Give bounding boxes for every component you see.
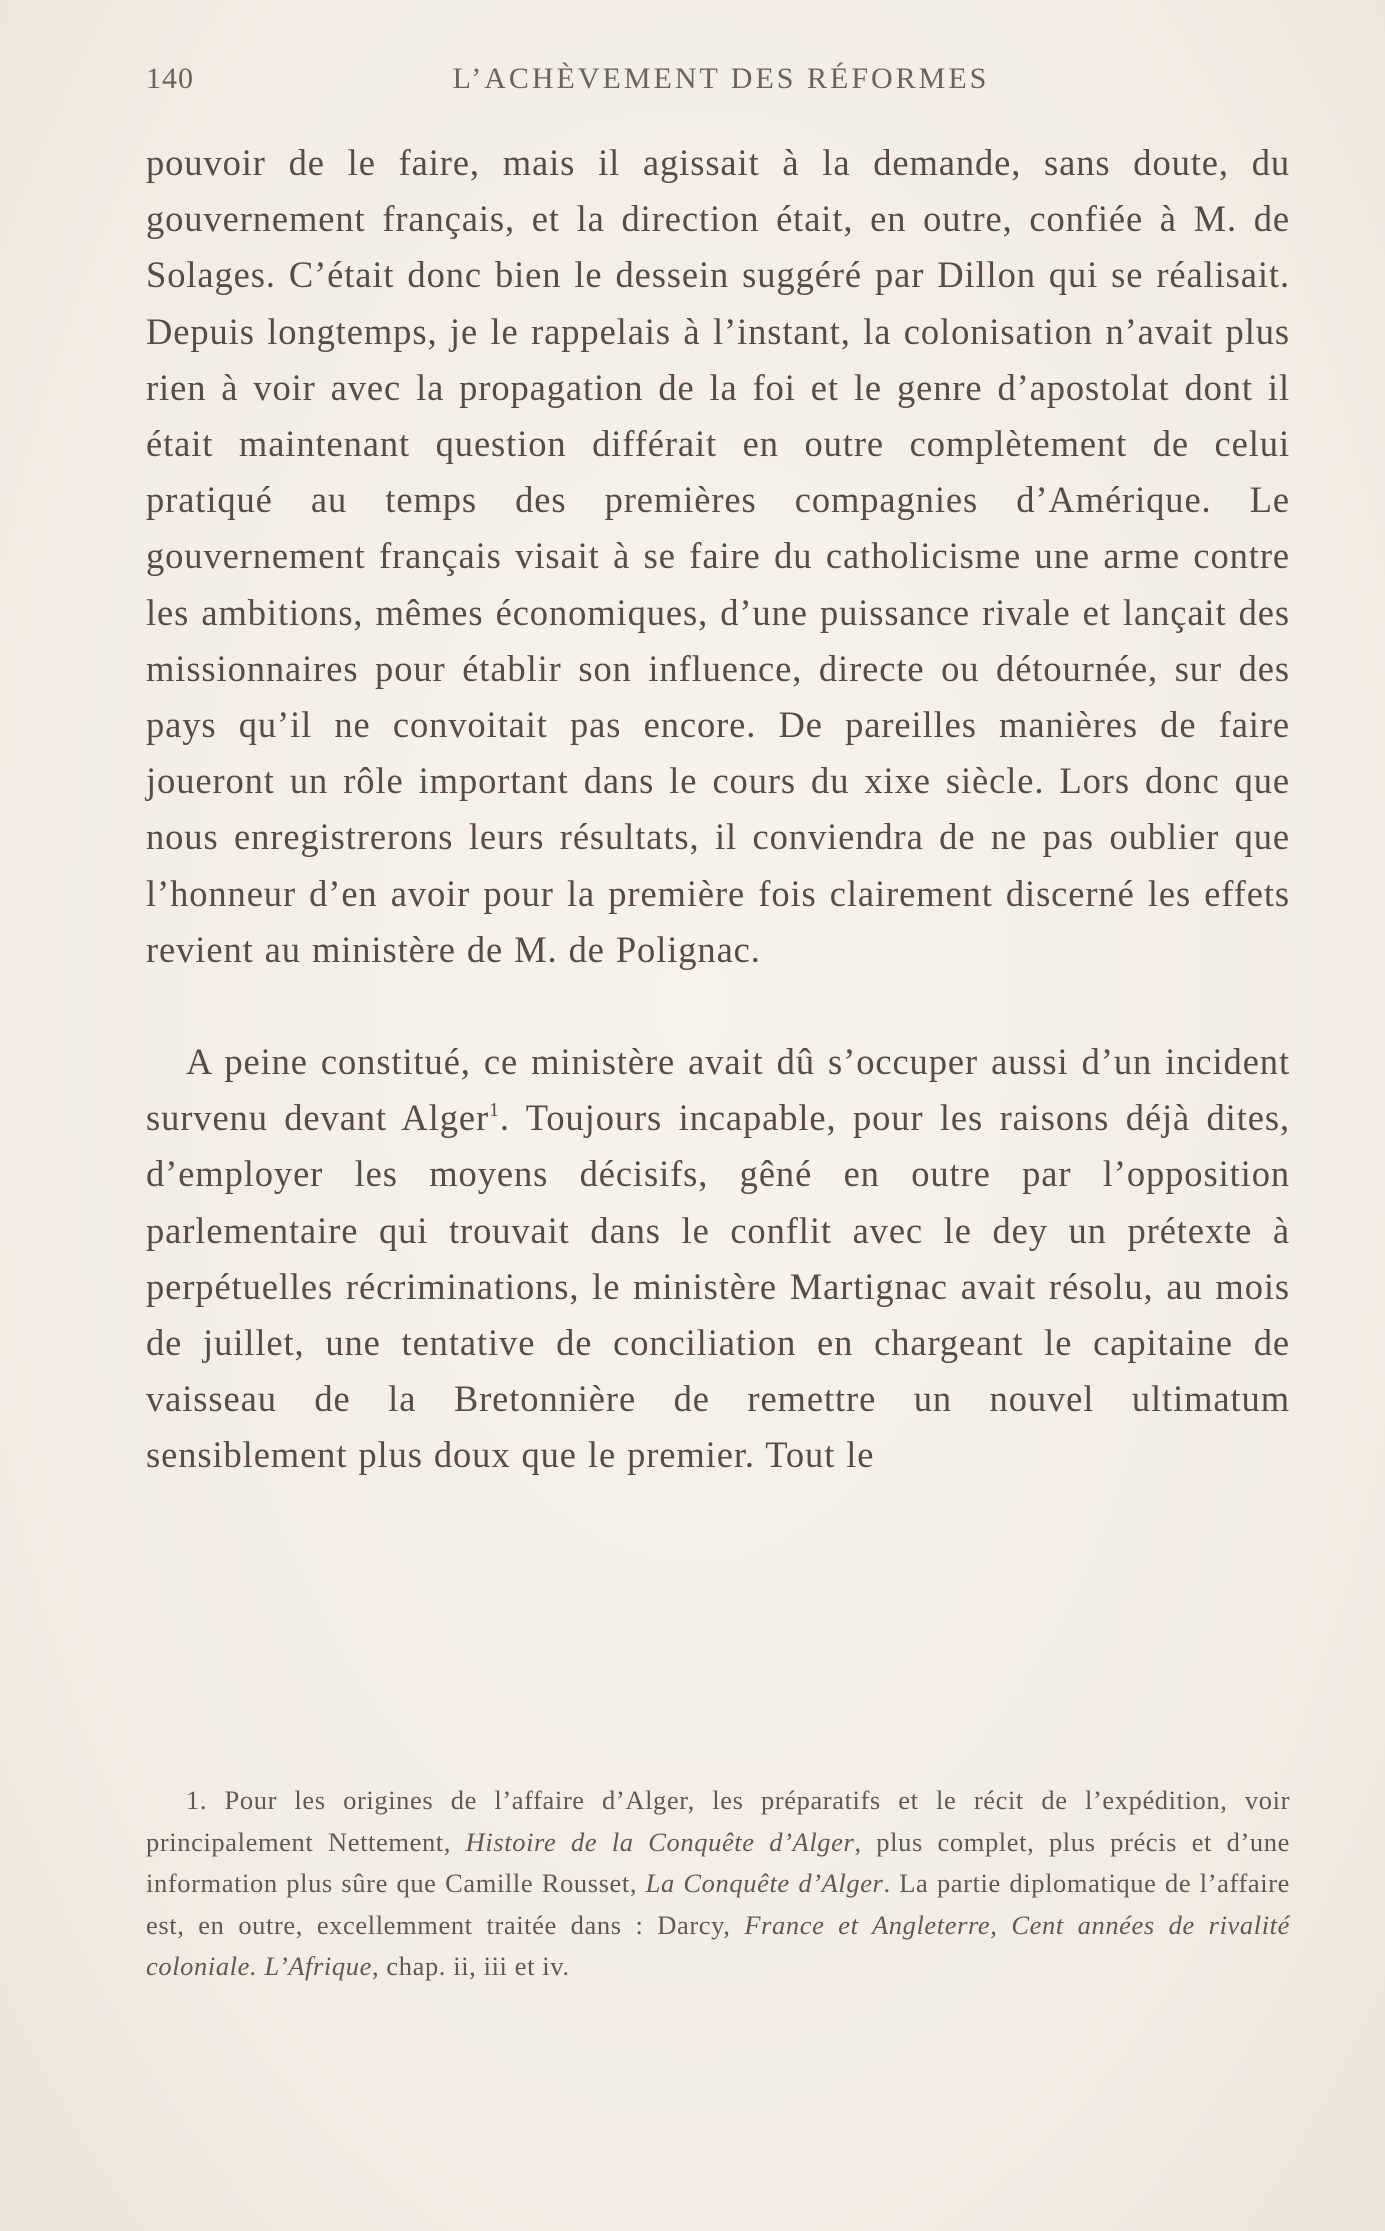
footnote-title-2: La Conquête d’Alger [645,1868,884,1898]
footnote-text-1: Pour les origines de l’affaire d’Alger, les préparatifs et le récit de l’expédition, voir principalement Nettement, [146,1785,1290,1857]
footnote-1 [146,1780,1290,1988]
paragraph-2-start: A peine constitué, ce ministère avait dû s’occuper aussi d’un incident survenu devant Alger [146,1041,1290,1139]
footnote [146,1780,1290,1988]
footnote-text-2: , plus complet, plus précis et d’une information plus sûre que Camille Rousset, [146,1826,1290,1898]
page-number: 140 [146,62,194,95]
page-header [146,62,1296,106]
footnote-reference: 1 [489,1099,500,1122]
footnote-title-3: France et Angleterre, Cent années de rivalité coloniale. L’Afrique [146,1909,1290,1981]
footnote-number: 1. [186,1785,208,1815]
paragraph-2 [146,1034,1290,1484]
footnote-title-1: Histoire de la Conquête d’Alger [465,1826,855,1857]
running-title: L’ACHÈVEMENT DES RÉFORMES [452,62,990,95]
footnote-text-3: . La partie diplomatique de l’affaire est, en outre, excellemment traitée dans : Darcy, [146,1868,1291,1940]
paragraph-2-end: . Toujours incapable, pour les raisons déjà dites, d’employer les moyens décisifs, gêné en outre par l’opposition parlementaire qui trouvait dans le conflit avec le dey un prétexte à perpétuelles récriminations, le ministère Martignac avait résolu, au mois de juillet, une tentative de conciliation en chargeant le capitaine de vaisseau de la Bretonnière de remettre un nouvel ultimatum sensiblement plus doux que le premier. Tout le [146,1097,1290,1476]
paragraph-1: pouvoir de le faire, mais il agissait à la demande, sans doute, du gouvernement français, et la direction était, en outre, confiée à M. de Solages. C’était donc bien le dessein suggéré par Dillon qui se réalisait. Depuis longtemps, je le rappelais à l’instant, la colonisation n’avait plus rien à voir avec la propagation de la foi et le genre d’apostolat dont il était maintenant question différait en outre complètement de celui pratiqué au temps des premières compagnies d’Amérique. Le gouvernement français visait à se faire du catholicisme une arme contre les ambitions, mêmes économiques, d’une puissance rivale et lançait des missionnaires pour établir son influence, directe ou détournée, sur des pays qu’il ne convoitait pas encore. De pareilles manières de faire joueront un rôle important dans le cours du xixe siècle. Lors donc que nous enregistrerons leurs résultats, il conviendra de ne pas oublier que l’honneur d’en avoir pour la première fois clairement discerné les effets revient au ministère de M. de Polignac. [146,142,1290,970]
footnote-text-4: , chap. ii, iii et iv. [371,1951,570,1981]
main-text [146,135,1290,1484]
